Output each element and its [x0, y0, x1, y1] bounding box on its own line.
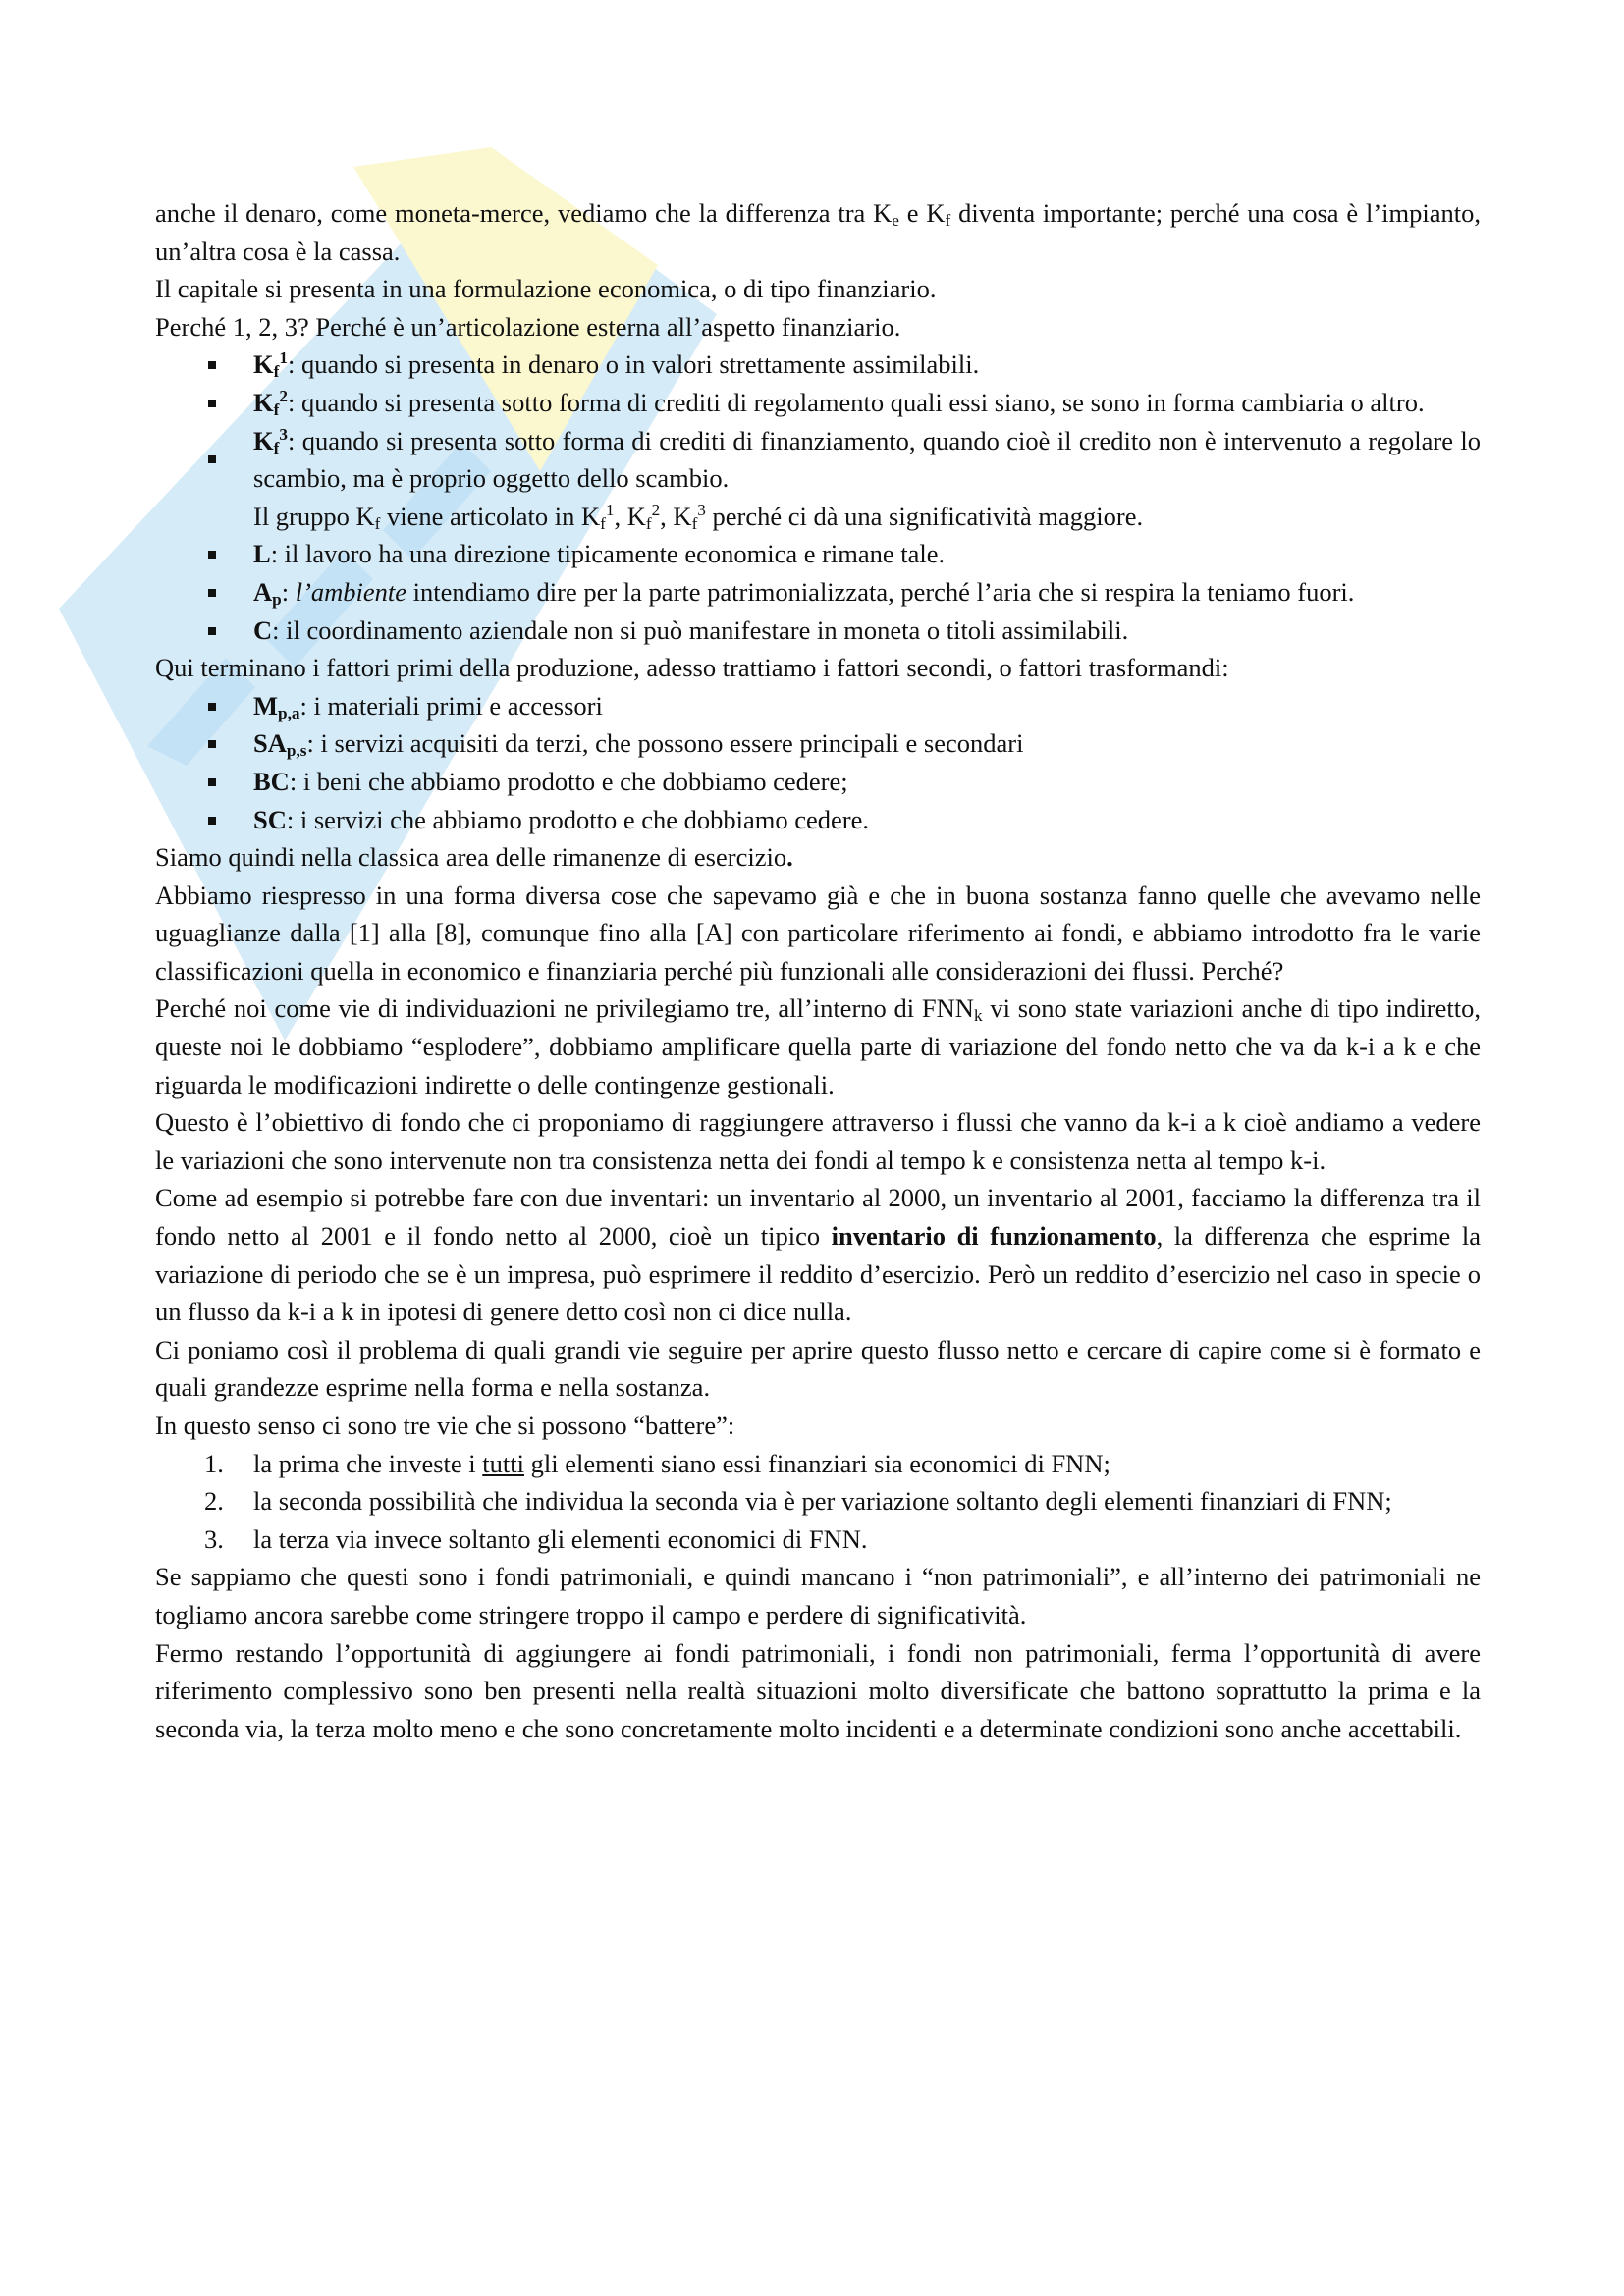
text: : quando si presenta sotto forma di crediti di regolamento quali essi siano, se sono in forma cambiaria o altro. — [287, 387, 1425, 417]
text: : i servizi che abbiamo prodotto e che dobbiamo cedere. — [286, 804, 869, 834]
paragraph: Se sappiamo che questi sono i fondi patrimoniali, e quindi mancano i “non patrimoniali”, e all’interno dei patrimoniali ne togliamo ancora sarebbe come stringere troppo il campo e perdere di significatività. — [155, 1562, 1481, 1629]
text: Il gruppo K — [253, 501, 375, 531]
paragraph — [155, 194, 1481, 270]
subscript: f — [945, 211, 951, 230]
symbol: K — [253, 425, 274, 455]
list-item — [253, 346, 1481, 384]
subscript: f — [273, 438, 280, 457]
paragraph: Ci poniamo così il problema di quali grandi vie seguire per aprire questo flusso netto e cercare di capire come si è formato e quali grandezze esprime nella forma e nella sostanza. — [155, 1334, 1481, 1403]
paragraph: In questo senso ci sono tre vie che si possono “battere”: — [155, 1411, 735, 1440]
text: : i beni che abbiamo prodotto e che dobbiamo cedere; — [289, 766, 848, 796]
subscript: f — [374, 513, 381, 533]
list-item — [253, 612, 1481, 650]
text: : quando si presenta in denaro o in valori strettamente assimilabili. — [287, 349, 980, 380]
text: , K — [614, 501, 646, 531]
text: gli elementi siano essi finanziari sia economici di FNN; — [523, 1448, 1110, 1478]
list-item — [253, 687, 1481, 725]
list-item — [253, 724, 1481, 763]
text: : i materiali primi e accessori — [299, 690, 603, 721]
text: : — [281, 576, 296, 607]
subscript: p,s — [286, 741, 307, 761]
list-item — [204, 1521, 1481, 1559]
superscript: 2 — [279, 386, 288, 405]
text: , K — [660, 501, 692, 531]
list-item — [253, 763, 1481, 801]
symbol: A — [253, 576, 273, 607]
symbol: M — [253, 690, 279, 721]
list-number: 2. — [204, 1486, 224, 1517]
subscript: f — [691, 513, 698, 533]
list-item — [253, 384, 1481, 422]
paragraph: Fermo restando l’opportunità di aggiungere ai fondi patrimoniali, i fondi non patrimoniali, ferma l’opportunità di avere riferimento complessivo sono ben presenti nella realtà situazioni molto diversificate che battono soprattutto la prima e la seconda via, la terza molto meno e che sono concretamente molto incidenti e a determinate condizioni sono anche accettabili. — [155, 1637, 1481, 1743]
text: la terza via invece soltanto gli elementi economici di FNN. — [253, 1523, 868, 1554]
paragraph — [155, 989, 1481, 1103]
text: diventa importante; perché una cosa è l’impianto, un’altra cosa è la cassa. — [155, 198, 1481, 266]
superscript: 3 — [697, 500, 706, 519]
paragraph — [155, 838, 1481, 877]
italic-text: l’ambiente — [295, 576, 407, 607]
underlined-text: tutti — [482, 1448, 524, 1478]
subscript: f — [645, 513, 652, 533]
text: . — [786, 842, 793, 873]
list-item — [204, 1445, 1481, 1483]
list-item — [253, 422, 1481, 536]
superscript: 3 — [279, 424, 288, 444]
text: Come ad esempio si potrebbe fare con due inventari: un inventario al 2000, un inventario al 2001, facciamo la differenza tra il fondo netto al 2001 e il fondo netto al 2000, cioè un tipico — [155, 1183, 1481, 1252]
superscript: 2 — [651, 500, 661, 519]
text: : i servizi acquisiti da terzi, che possono essere principali e secondari — [306, 728, 1024, 759]
subscript: f — [273, 400, 280, 419]
text: perché ci dà una significatività maggiore. — [705, 501, 1144, 531]
list-item — [204, 1482, 1481, 1521]
text: anche il denaro, come moneta-merce, vediamo che la differenza tra K — [155, 198, 893, 228]
paragraph: Questo è l’obiettivo di fondo che ci proponiamo di raggiungere attraverso i flussi che vanno da k-i a k cioè andiamo a vedere le variazioni che sono intervenute non tra consistenza netta dei fondi al tempo k e consistenza netta al tempo k-i. — [155, 1107, 1481, 1175]
subscript: f — [600, 513, 606, 533]
symbol: BC — [253, 766, 290, 796]
superscript: 1 — [605, 500, 615, 519]
paragraph — [155, 1179, 1481, 1330]
symbol: K — [253, 349, 274, 380]
superscript: 1 — [279, 348, 288, 368]
list-item — [253, 535, 1481, 573]
list-item — [253, 573, 1481, 612]
subscript: p,a — [278, 703, 300, 722]
document-page — [155, 194, 1481, 1747]
symbol: SC — [253, 804, 287, 834]
subscript: e — [892, 211, 899, 230]
symbol: L — [253, 539, 271, 569]
ways-list — [155, 1445, 1481, 1559]
text: Siamo quindi nella classica area delle rimanenze di esercizio — [155, 842, 787, 873]
text: viene articolato in K — [380, 501, 601, 531]
text: : il lavoro ha una direzione tipicamente economica e rimane tale. — [270, 539, 946, 569]
list-number: 1. — [204, 1448, 224, 1478]
list-item — [253, 801, 1481, 839]
paragraph: Perché 1, 2, 3? Perché è un’articolazione esterna all’aspetto finanziario. — [155, 311, 901, 342]
subscript: f — [273, 362, 280, 382]
text: : quando si presenta sotto forma di crediti di finanziamento, quando cioè il credito non è intervenuto a regolare lo scambio, ma è proprio oggetto dello scambio. — [253, 425, 1481, 494]
text: Perché noi come vie di individuazioni ne privilegiamo tre, all’interno di FNN — [155, 993, 974, 1024]
list-number: 3. — [204, 1523, 224, 1554]
subscript: k — [973, 1006, 983, 1026]
text: vi sono state variazioni anche di tipo indiretto, queste noi le dobbiamo “esplodere”, dobbiamo amplificare quella parte di variazione del fondo netto che va da k-i a k e che riguarda le modificazioni indirette o delle contingenze gestionali. — [155, 993, 1481, 1099]
symbol: SA — [253, 728, 287, 759]
paragraph: Il capitale si presenta in una formulazione economica, o di tipo finanziario. — [155, 274, 937, 304]
text: : il coordinamento aziendale non si può manifestare in moneta o titoli assimilabili. — [272, 614, 1129, 645]
text: e K — [898, 198, 946, 228]
text: , la differenza che esprime la variazione di periodo che se è un impresa, può esprimere il reddito d’esercizio. Però un reddito d’esercizio nel caso in specie o un flusso da k-i a k in ipotesi di genere detto così non ci dice nulla. — [155, 1221, 1481, 1327]
text: la seconda possibilità che individua la seconda via è per variazione soltanto degli elementi finanziari di FNN; — [253, 1486, 1392, 1517]
symbol: K — [253, 387, 274, 417]
symbol: C — [253, 614, 273, 645]
paragraph: Qui terminano i fattori primi della produzione, adesso trattiamo i fattori secondi, o fattori trasformandi: — [155, 653, 1229, 683]
paragraph: Abbiamo riespresso in una forma diversa cose che sapevamo già e che in buona sostanza fanno quelle che avevamo nelle uguaglianze dalla [1] alla [8], comunque fino alla [A] con particolare riferimento ai fondi, e abbiamo introdotto fra le varie classificazioni quella in economico e finanziaria perché più funzionali alle considerazioni dei flussi. Perché? — [155, 880, 1481, 986]
subscript: p — [272, 589, 282, 609]
text: la prima che investe i — [253, 1448, 483, 1478]
kf-list — [155, 346, 1481, 649]
second-factors-list — [155, 687, 1481, 838]
bold-text: inventario di funzionamento — [831, 1221, 1157, 1252]
text: intendiamo dire per la parte patrimonializzata, perché l’aria che si respira la teniamo fuori. — [406, 576, 1355, 607]
